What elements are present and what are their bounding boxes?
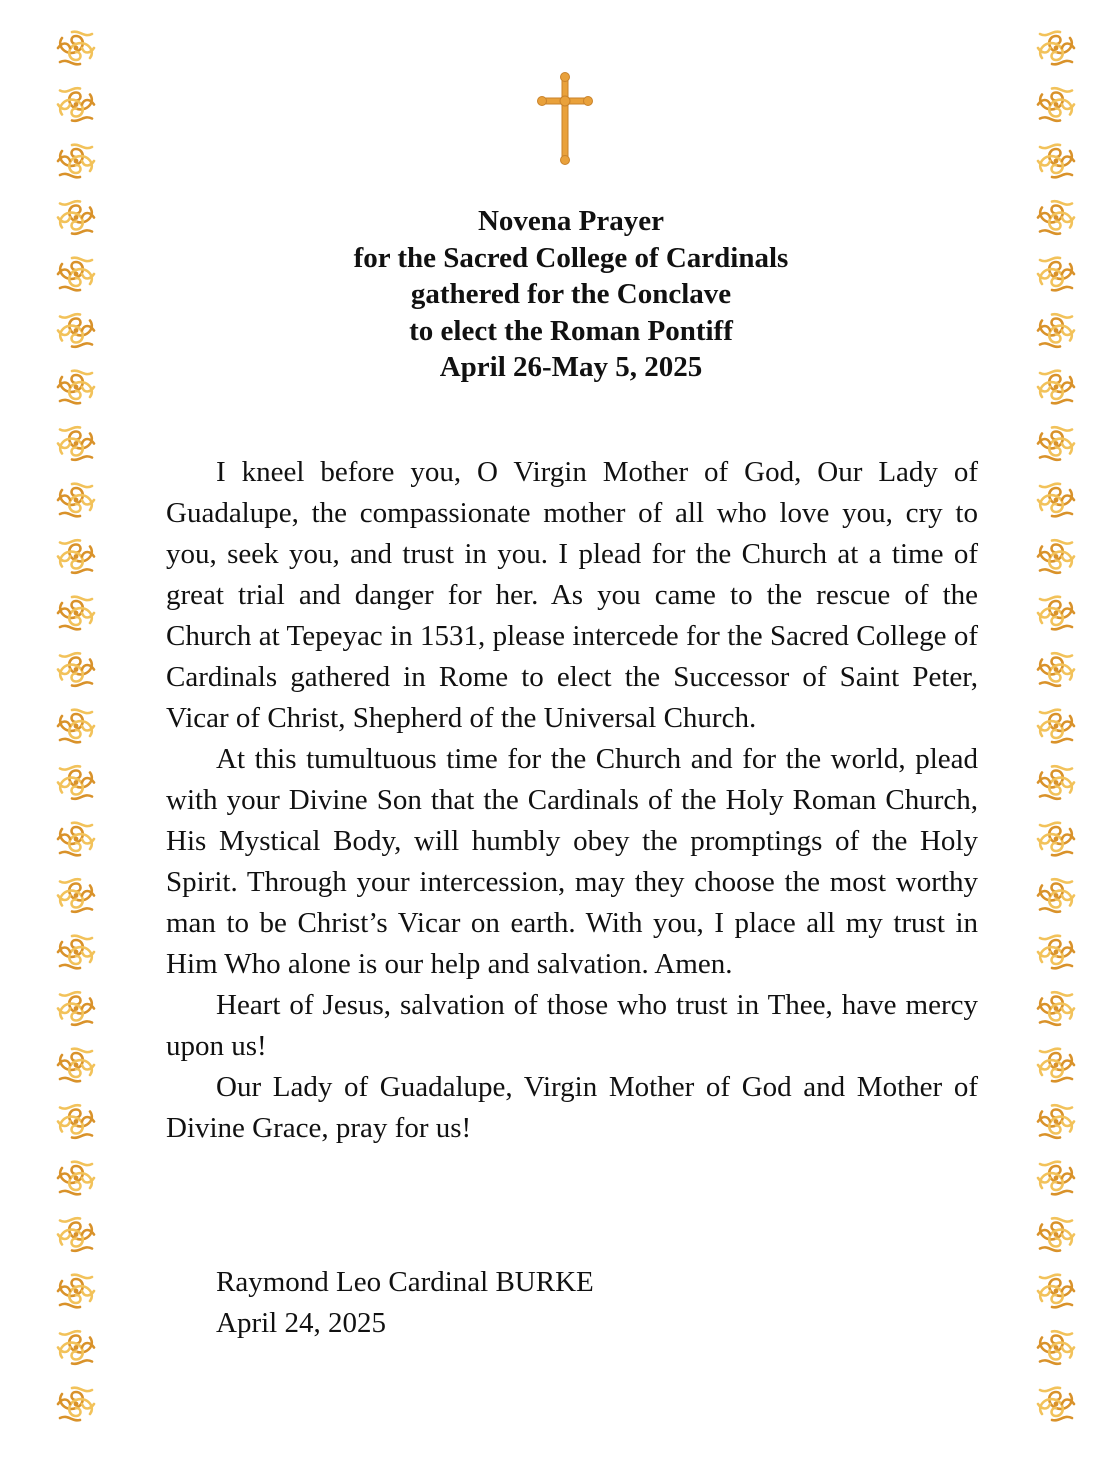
prayer-paragraph-2: At this tumultuous time for the Church and for the world, plead with your Divine Son that the Cardinals of the Holy Roman Church, His Mystical Body, will humbly obey the promptings of the Holy Spirit. Through your intercession, may they choose the most worthy man to be Christ’s Vicar on earth. With you, I place all my trust in Him Who alone is our help and salvation. Amen. bbox=[166, 743, 978, 980]
scroll-ornament-icon bbox=[58, 823, 94, 856]
prayer-paragraph-1: I kneel before you, O Virgin Mother of God, Our Lady of Guadalupe, the compassionate mother of all who love you, cry to you, seek you, and trust in you. I plead for the Church at a time of great trial and danger for her. As you came to the rescue of the Church at Tepeyac in 1531, please intercede for the Sacred College of Cardinals gathered in Rome to elect the Successor of Saint Peter, Vicar of Christ, Shepherd of the Universal Church. bbox=[166, 456, 978, 734]
cross-icon bbox=[535, 70, 595, 166]
signature-name: Raymond Leo Cardinal BURKE bbox=[216, 1266, 594, 1298]
scroll-ornament-icon bbox=[58, 766, 94, 799]
scroll-ornament-icon bbox=[1038, 1388, 1074, 1421]
prayer-paragraph-4: Our Lady of Guadalupe, Virgin Mother of God and Mother of Divine Grace, pray for us! bbox=[166, 1071, 978, 1144]
prayer-card bbox=[6, 6, 1102, 1464]
scroll-ornament-icon bbox=[58, 201, 94, 234]
prayer-body bbox=[166, 452, 978, 1149]
scroll-ornament-icon bbox=[1038, 201, 1074, 234]
scroll-ornament-icon bbox=[1038, 484, 1074, 517]
scroll-ornament-icon bbox=[1038, 766, 1074, 799]
scroll-ornament-icon bbox=[58, 879, 94, 912]
scroll-ornament-icon bbox=[58, 371, 94, 404]
scroll-ornament-icon bbox=[58, 314, 94, 347]
scroll-ornament-icon bbox=[1038, 1275, 1074, 1308]
right-ornamental-border bbox=[1030, 24, 1082, 1464]
right-border-svg bbox=[1030, 24, 1082, 1464]
scroll-ornament-icon bbox=[58, 258, 94, 291]
left-ornamental-border bbox=[50, 24, 102, 1464]
scroll-ornament-icon bbox=[1038, 88, 1074, 121]
prayer-title bbox=[166, 203, 976, 386]
scroll-ornament-icon bbox=[1038, 879, 1074, 912]
scroll-ornament-icon bbox=[1038, 371, 1074, 404]
scroll-ornament-icon bbox=[58, 484, 94, 517]
scroll-ornament-icon bbox=[1038, 1331, 1074, 1364]
scroll-ornament-icon bbox=[58, 597, 94, 630]
scroll-ornament-icon bbox=[1038, 258, 1074, 291]
scroll-ornament-icon bbox=[58, 540, 94, 573]
scroll-ornament-icon bbox=[58, 32, 94, 65]
title-line-3: gathered for the Conclave bbox=[410, 278, 732, 310]
scroll-ornament-icon bbox=[58, 1162, 94, 1195]
scroll-ornament-icon bbox=[1038, 1162, 1074, 1195]
scroll-ornament-icon bbox=[58, 936, 94, 969]
scroll-ornament-icon bbox=[58, 1049, 94, 1082]
scroll-ornament-icon bbox=[58, 1331, 94, 1364]
signature-block bbox=[216, 1262, 594, 1344]
scroll-ornament-icon bbox=[58, 653, 94, 686]
scroll-ornament-icon bbox=[1038, 1105, 1074, 1138]
prayer-paragraph-3: Heart of Jesus, salvation of those who trust in Thee, have mercy upon us! bbox=[166, 989, 978, 1062]
left-border-svg bbox=[50, 24, 102, 1464]
scroll-ornament-icon bbox=[1038, 145, 1074, 178]
scroll-ornament-icon bbox=[1038, 427, 1074, 460]
scroll-ornament-icon bbox=[1038, 823, 1074, 856]
scroll-ornament-icon bbox=[1038, 32, 1074, 65]
scroll-ornament-icon bbox=[1038, 936, 1074, 969]
title-dates: April 26-May 5, 2025 bbox=[439, 351, 703, 383]
scroll-ornament-icon bbox=[1038, 653, 1074, 686]
scroll-ornament-icon bbox=[58, 1218, 94, 1251]
scroll-ornament-icon bbox=[1038, 710, 1074, 743]
scroll-ornament-icon bbox=[1038, 597, 1074, 630]
scroll-ornament-icon bbox=[58, 710, 94, 743]
scroll-ornament-icon bbox=[58, 992, 94, 1025]
scroll-ornament-icon bbox=[58, 88, 94, 121]
title-line-2: for the Sacred College of Cardinals bbox=[353, 241, 789, 274]
scroll-ornament-icon bbox=[58, 1388, 94, 1421]
scroll-ornament-icon bbox=[1038, 992, 1074, 1025]
scroll-ornament-icon bbox=[58, 1105, 94, 1138]
scroll-ornament-icon bbox=[1038, 1218, 1074, 1251]
scroll-ornament-icon bbox=[58, 1275, 94, 1308]
scroll-ornament-icon bbox=[58, 145, 94, 178]
title-line-4: to elect the Roman Pontiff bbox=[409, 314, 733, 347]
scroll-ornament-icon bbox=[1038, 314, 1074, 347]
scroll-ornament-icon bbox=[58, 427, 94, 460]
scroll-ornament-icon bbox=[1038, 1049, 1074, 1082]
signature-date: April 24, 2025 bbox=[216, 1307, 386, 1339]
scroll-ornament-icon bbox=[1038, 540, 1074, 573]
title-line-1: Novena Prayer bbox=[477, 205, 665, 237]
